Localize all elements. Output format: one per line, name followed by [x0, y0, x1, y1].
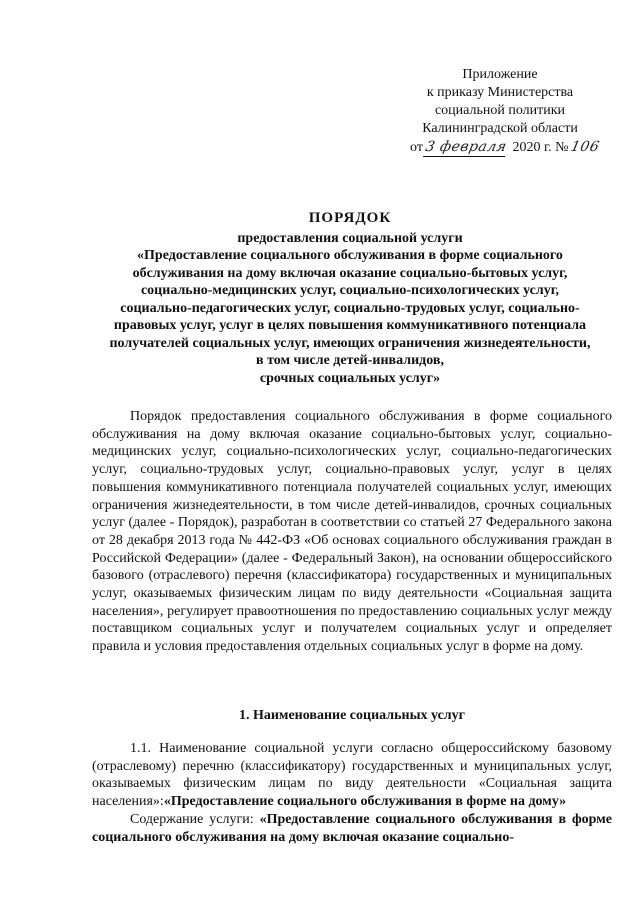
appendix-stamp-block [400, 66, 600, 157]
appendix-line-2: к приказу Министерства [426, 85, 574, 100]
section-1-p1-text: 1.1. Наименование социальной услуги согласно общероссийскому базовому (отраслевому) перечню (классификатору) государственных и муниципальных услуг, оказываемых физическим лицам по виду деятельности «Социальная защита населения»: [92, 741, 612, 810]
section-1-paragraph-1 [92, 740, 612, 811]
section-1-heading: 1. Наименование социальных услуг [238, 708, 466, 723]
appendix-line-1: Приложение [462, 67, 538, 82]
title-line: социально-педагогических услуг, социально-трудовых услуг, социально- [120, 300, 580, 316]
title-line: социально-медицинских услуг, социально-психологических услуг, [140, 283, 560, 298]
date-prefix: от [410, 140, 423, 155]
title-line: «Предоставление социального обслуживания в форме социального [137, 248, 563, 263]
appendix-line-4: Калининградской области [422, 121, 578, 136]
title-line: обслуживания на дому включая оказание социально-бытовых услуг, [132, 265, 568, 281]
appendix-line-3: социальной политики [434, 103, 566, 118]
title-line: получателей социальных услуг, имеющих ограничения жизнедеятельности, [109, 335, 591, 351]
section-1-p2-emphasis: «Предоставление социального обслуживания в форме социального обслуживания на дому включая оказание социально- [92, 811, 612, 845]
document-title: ПОРЯДОК [308, 210, 392, 226]
intro-section [92, 408, 612, 656]
order-date-line [410, 138, 600, 157]
section-1-p2-text: Содержание услуги: [130, 811, 260, 827]
section-1-paragraph-2 [92, 811, 612, 846]
handwritten-date: 3 февраля [423, 139, 509, 155]
intro-paragraph: Порядок предоставления социального обслуживания в форме социального обслуживания на дому включая оказание социально-бытовых услуг, социально-медицинских услуг, социально-психологических услуг, социально-педагогических услуг, социально-трудовых услуг, социально-правовых услуг, услуг в целях повышения коммуникативного потенциала получателей социальных услуг, имеющих ограничения жизнедеятельности, в том числе детей-инвалидов, срочных социальных услуг (далее - Порядок), разработан в соответствии со статьей 27 Федерального закона от 28 декабря 2013 года № 442-ФЗ «Об основах социального обслуживания граждан в Российской Федерации» (далее - Федеральный Закон), на основании общероссийского базового (отраслевого) перечня (классификатора) государственных и муниципальных услуг, оказываемых физическим лицам по виду деятельности «Социальная защита населения», регулирует правоотношения по предоставлению социальных услуг между поставщиком социальных услуг и получателем социальных услуг и определяет правила и условия предоставления отдельных социальных услуг в форме на дому. [92, 409, 612, 655]
title-line: срочных социальных услуг» [259, 370, 441, 386]
handwritten-order-number: 106 [569, 139, 602, 155]
order-year-number: 2020 г. № [512, 140, 569, 155]
document-subtitle: предоставления социальной услуги [237, 230, 463, 246]
document-title-block [90, 210, 610, 387]
title-line: правовых услуг, услуг в целях повышения коммуникативного потенциала [113, 318, 587, 333]
section-1-body [92, 740, 612, 846]
section-1-p1-emphasis: «Предоставление социального обслуживания в форме на дому» [163, 794, 567, 810]
title-line: в том числе детей-инвалидов, [256, 353, 444, 368]
